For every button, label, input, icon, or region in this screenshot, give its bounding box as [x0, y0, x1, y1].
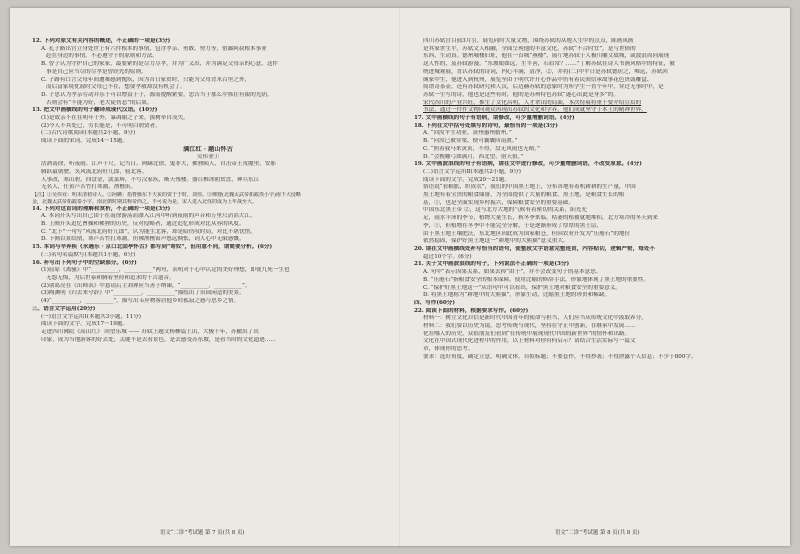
text-line: (2)今人不其处已，劳长能是，不可明白谓贤者。 [41, 122, 161, 129]
text-line: 黑土地有着宝贵的粮食储备，为全国提供了大量的粮食。黑土地，是粮食生长的根 [423, 192, 625, 199]
text-line: 而后富家境优渥时父母已不在，想要孝敬却没有机会了。 [46, 84, 186, 91]
right-page-footer: 语文“二诊”考试题 第 8 页(共 8 页) [555, 530, 640, 536]
text-line: 走进四川佛院《高山红》 回望乐城 —— 苏轼上题文杨柳篇上出，大极十年，苏辙出了出 [41, 328, 259, 335]
text-line: 17. 文中画横线的句子有语病，请修改，可少量增删词语。(4分) [414, 115, 575, 122]
text-line: 22. 阅读下面的材料，根据要求写作。(60分) [414, 307, 529, 314]
text-line: 基，①，也是全面实现乡村振兴、保障粮食安全的重要基础。 [423, 199, 575, 206]
text-line: 三、语言文字运用(20分) [32, 305, 96, 312]
text-line: 四川苏轼宫目前3月引，展览同时大量文物，围绕苏轼的从地人生中的点点，陈画凤画 [423, 38, 634, 44]
text-line: B. 上阕开头追忆曹操和佛狸的历史，反对侵略者，通过追忆形成对比从容的风度。 [41, 221, 245, 228]
text-line: 书法，通过一件件文物向观众再现出苏轼的文化和学养，他们成就坚守于本土的精神世界。 [423, 107, 647, 114]
text-line: 人事改，寒山碧，四盘金，淡菜辉，不写汉家疾，断天残楼。器日椎冰朝贫盘，神兵东江 [41, 176, 260, 183]
text-line: 15. 本词与辛弃疾《永遇乐 · 京口北固亭怀古》都写到“寄奴”，但用意不同，请简要分析。(6分) [32, 244, 273, 251]
text-line: 东西，生动真。德州城楼旧址，他在一首城“燕楼”，展厅地苏轼于人极川雕文故城，或波浪周向展现 [423, 53, 670, 60]
text-line: 14. 下列对这首词的理解和赏析，不正确的一项是(3分) [32, 205, 171, 212]
text-line: D. 子思认为孝亲劳动并乐于可以增益于子，源而提醒紧要，忠告当于那么中抓住有限的光阴， [41, 91, 273, 98]
text-line: 苏轼一生写的诗，他也是这些有时，他的是苏州特色苏轼“遂心出此是身多”的。 [423, 91, 619, 98]
text-line: 是其家世生平，苏轼文人相融，全面呈现他的丰富文化。苏轼“不合时宜”，是与世俗的 [423, 45, 636, 52]
text-line: 16. 补写出下列句子中的空缺部分。(6分) [32, 259, 137, 266]
text-line: D. “会挽雕弓如满月，西北望，射天狼。” [423, 153, 524, 160]
text-line: 赶在身边的事情，不必遵守于的原则和方法。 [46, 53, 158, 60]
left-page-column [32, 38, 384, 528]
text-line: 20. 请在文中画横线处补写恰当的语句，使整段文字语意完整连贯，内容贴切，逻辑严密，每处不 [414, 245, 656, 252]
text-line: C. “北下”一句写“风流北府好儿郎”，认为能生北客，却是暗伤叹时局，对比不堪忧惜。 [41, 228, 256, 235]
text-line: 12. 下列对原文有关内容的概述，不正确的一项是(3分) [32, 38, 171, 44]
text-line: 由于黑土地土壤肥沃，东北地区因此成为国家粮仓，但因农业开发为“压舱石”的地位 [423, 230, 631, 237]
text-line: A. “回汝平生功业，黄州惠州儋州。” [423, 130, 512, 137]
text-line: (一)语言文字运用Ⅰ(本题共3小题，11分) [41, 313, 141, 320]
text-line: 印象，成为当地游客的好去处，关键不是去看景色，是去感受苏东坡，是看当时的文化遗迹…… [41, 336, 276, 343]
text-line: 宋代四川的产业兴旺，推生了文化昌明，人才辈出的局面，本次特展将重于要介绍宣眉的 [423, 99, 642, 106]
text-line: 18. 下列在文中括号处填写的诗句，最恰当的一项是(3分) [414, 122, 558, 129]
text-line: B. 曾子认为守护自己的家家，最要紧的是尽力尽孝，并为广义出，并为满足父母亲的心意，这件 [41, 61, 279, 68]
text-line: 化在哪人的历史，众很朋友们看到“在传统中展现现代中国的新世界”的情怀和出路。 [423, 330, 631, 337]
text-line: 腾跃最朝驶。笑风流北府好儿郎，骑北客。 [41, 168, 148, 175]
text-line: 19. 文中画波浪线的句子有语病，请在文中进行修改，可少量增删词语，不改变原意。(4分) [414, 161, 642, 168]
exam-sheet [10, 8, 790, 546]
text-line: (1)屈原《离骚》中“__________，__________”两句，表明对于心中认定的美好理想，即使九死一生也 [41, 267, 290, 274]
text-line: (2)诸葛亮在《出师表》中恳请后主刘禅应当善于纳谏，“__________，__________”。 [41, 282, 251, 289]
text-line: 要求：选好角度，确定立意，明确文体，自拟标题；不要套作，不得抄袭；不得泄露个人信息；不少于800字。 [423, 353, 697, 360]
text-line: 章，体现你的思考。 [423, 346, 474, 353]
text-line: 足，雨水丰沛的季节，植物大量生长，秋冬季来临，枯萎的植被就地堆积，北方寒冷的冬天到来 [423, 215, 658, 222]
text-line: 13. 把文中画横线的句子翻译成现代汉语。(10分) [32, 107, 158, 114]
text-line: 超过10个字。(6分) [423, 253, 472, 260]
text-line: D. 将黑土地称为“耕地中的大熊猫”，形象生动，比喻黑土地的珍贵和稀缺。 [423, 292, 610, 299]
text-line: 季，①，但植物在冬季中不能完全分解，于是逐渐形成了厚厚的黑土层， [423, 222, 603, 229]
text-line: 统进城观展，直认苏轼的诗词，内心丰满，清净，②，并将(二)中平日是苏轼德居之，唯远，苏轼回 [423, 68, 668, 75]
text-line: (二)语言文字运用Ⅱ(本题共2小题，9分) [423, 168, 521, 175]
text-line: 满江红 · 题山怀古 [183, 145, 233, 153]
text-line: 俗语说“看粮胀，织成衣”，我们的中国黑土地上，分布各地有着机耕耕的生产量，中国 [423, 184, 636, 191]
text-line: C. “保护好黑土地这一”从语句中可以看出，保护黑土地对粮食安全的重要意义。 [423, 284, 621, 291]
text-line: (4)“__________，__________”，描写出韦应物客居他乡时孤寂之感与思乡之情。 [41, 298, 240, 305]
text-line: 这人性的，及苏轼游漫。“东坡眼如远，生平善，石眉常？……”丁解苏轼在诗人书画风格中的特征，被 [423, 61, 675, 68]
text-line: 【注】①吴伟业：明末清初诗人。②阿瞒：指曹操东下天灰的资于于时，刘伟。③佛狸(北魏太武帝拓跋焘小字)南下大侵略 [32, 192, 301, 199]
text-line: 阅读下面的文字，完成17～19题。 [41, 321, 128, 328]
right-page-column [414, 38, 770, 528]
text-line: (1)是故亲不在在明年于外，暴凋谢之子来，拔树牵自茂失。 [41, 115, 189, 122]
text-line: 21. 关于文中画波浪线的句子，下列说法不正确的一项是(3分) [414, 261, 570, 268]
text-line: (3)陶渊明《归去来兮辞》中“__________，__________”描绘出了田园闲适的美景。 [41, 290, 245, 297]
text-line: A. 孔子路出宫立身处世上有六件根本的事情，包含孝亲、勇敢、努力等，借鄙阿叔根本事业 [41, 45, 267, 52]
text-line: B. “问汝已被穿梁，便可囊囊回南渡。” [423, 138, 518, 145]
left-page-footer: 语文“二诊”考试题 第 7 页(共 8 页) [160, 530, 245, 536]
text-line: 依然稳固，保护好黑土地这一“耕地中的大熊猫”意义重大。 [423, 238, 569, 245]
text-line: C. 子路有口言父母年间遭难感到愧疚，因为昔日家贫时，只能为父母背米百里之外， [41, 76, 251, 83]
text-line: 沽酒南徐，听夜雨、江声千尺。记当日、阿瞒北徐，鬼非大，佛狸陨人，自击帝王戎魔里，安耶 [41, 161, 276, 168]
text-line: 文化在中国式现代化进程中的作用，以上材料对你有何启示？请结合生活实际写一篇文 [423, 338, 636, 345]
text-line: 阅读下面的文字，完成20～21题。 [423, 176, 510, 183]
text-line: 颠家中生，他进入到杭州，展览至由于明代许开心作品中仍有着民间信承故事花色贵鼓雕盒、 [423, 76, 653, 83]
text-line: A. 本词开头写出自己由于在南徐游荡而漂入江河中听到夜雨的声音和万里尺滔滔大江， [41, 213, 256, 220]
text-line: C. “照着我马来黄黄，不得，盘无风雨也无晴。” [423, 145, 540, 152]
text-line: 金，北魏太武帝拓跋泰小字，南北朝时期其称帝西之，不可说为是，宋人进入北伐的成为上年战至大。 [32, 198, 258, 205]
text-line: 材料二：我们要以历史为镜，思考传统与现代，坚持在守正中创新，在继承中发展…… [423, 323, 636, 330]
text-line: 无怨无悔，为后世泰和腾着坚持和追求的千古遗音。 [46, 274, 175, 281]
text-line: 四、写作(60分) [414, 299, 456, 306]
text-line: 简谱奇茶壶，还有苏轼研究和人员，后边赫苏轼的意象时为所学生一直个年中，穿过无事时中，是 [423, 84, 664, 91]
text-line: 中国东北黑土带 ②，这与北方大地的气候有着密切的关系，阳光充 [423, 207, 587, 214]
text-line: (二)古代诗歌阅读(本题共2小题，9分) [41, 130, 136, 137]
text-line: 无名人，任黄芦苦竹打寒潮，渔樵笛。 [41, 184, 137, 191]
text-line: B. “压舱石”指粮食安全的根本保障，使用比喻的修辞手法，形象地体现了黑土地的重要性。 [423, 276, 649, 283]
text-line: 吴伟业① [196, 153, 220, 160]
text-line: D. 下阕以景结情，寒芦苦竹打寒潮，仿佛渔樵笛声悠远惆怅，词人心中无限感慨。 [41, 236, 245, 243]
text-line: (三)名句名篇默写(本题共1小题，6分) [41, 251, 136, 258]
text-line: 事是自己应当尽的尽孝是曾经先的原则。 [46, 68, 147, 75]
text-line: 否则会有“不能为好，老大徒伤悲”的后果。 [46, 99, 153, 106]
text-line: A. 句中“表示因果关系，如果去掉“由于”，并不会改变句子的基本意思。 [423, 269, 602, 276]
page-fold [399, 8, 401, 546]
text-line: 材料一：树立文化自信是新时代中国青年的使命与担当，人们应当从传统文化中汲取养分。 [423, 315, 647, 322]
text-line: 阅读下面的宋词，完成14～15题。 [41, 138, 128, 145]
